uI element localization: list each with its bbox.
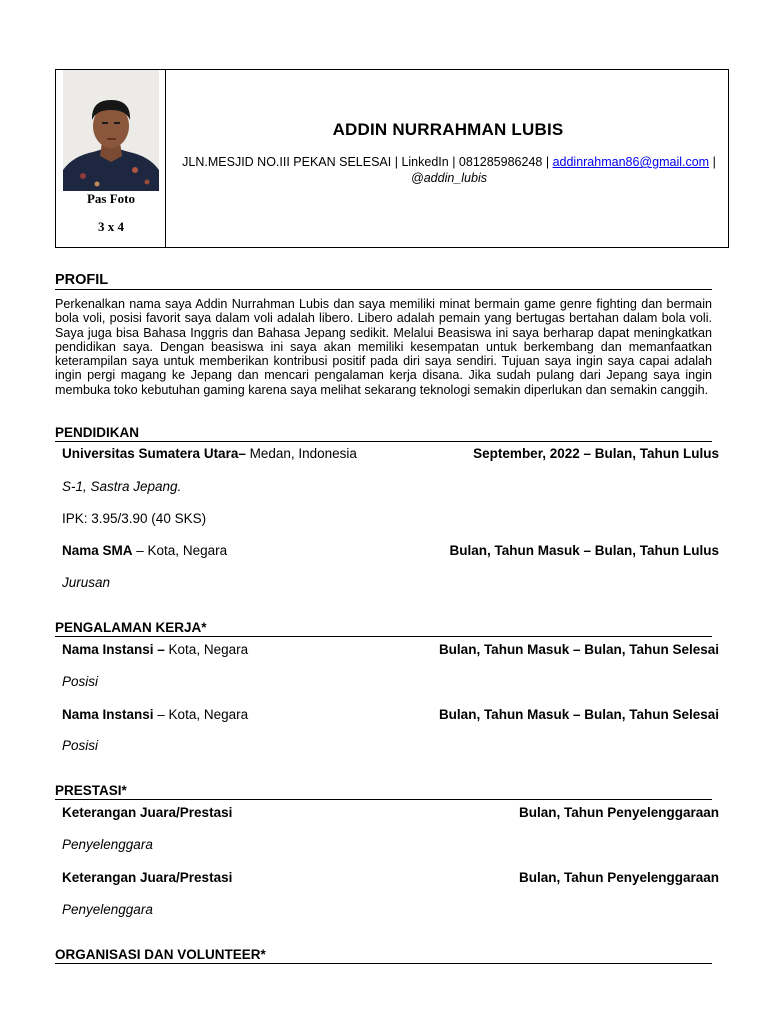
- linkedin-link[interactable]: LinkedIn: [401, 155, 449, 169]
- university-ipk: IPK: 3.95/3.90 (40 SKS): [62, 511, 207, 526]
- university-degree: S-1, Sastra Jepang.: [62, 479, 182, 494]
- achievement-date: Bulan, Tahun Penyelenggaraan: [518, 805, 719, 820]
- achievement-organizer: Penyelenggara: [62, 902, 153, 917]
- experience-location: Kota, Negara: [164, 642, 249, 657]
- address: JLN.MESJID NO.III PEKAN SELESAI: [182, 155, 392, 169]
- social-handle: @addin_lubis: [411, 171, 487, 185]
- sma-date: Bulan, Tahun Masuk – Bulan, Tahun Lulus: [449, 543, 719, 558]
- email-link[interactable]: addinrahman86@gmail.com: [552, 155, 710, 169]
- experience-position: Posisi: [62, 738, 99, 753]
- sma-name: Nama SMA: [62, 543, 133, 558]
- contact-info: [170, 154, 728, 186]
- experience-date: Bulan, Tahun Masuk – Bulan, Tahun Selesai: [438, 707, 719, 722]
- experience-name: Nama Instansi: [62, 707, 154, 722]
- separator: |: [542, 155, 553, 169]
- separator: |: [448, 155, 459, 169]
- university-date: September, 2022 – Bulan, Tahun Lulus: [473, 446, 719, 461]
- achievement-organizer: Penyelenggara: [62, 837, 153, 852]
- achievement-date: Bulan, Tahun Penyelenggaraan: [518, 870, 719, 885]
- experience-name: Nama Instansi –: [62, 642, 165, 657]
- photo-caption-label: Pas Foto: [86, 191, 136, 206]
- separator: |: [391, 155, 402, 169]
- section-title-profil: PROFIL: [55, 272, 712, 290]
- photo-column: [56, 70, 166, 247]
- university-location: Medan, Indonesia: [245, 446, 357, 461]
- profile-paragraph: Perkenalkan nama saya Addin Nurrahman Lubis dan saya memiliki minat bermain game genre fighting dan bermain bola voli, posisi favorit saya dalam voli adalah libero. Libero adalah pemain yang bertugas bertahan dalam bola voli. Saya juga bisa Bahasa Inggris dan Bahasa Jepang sedikit. Melalui Beasiswa ini saya berharap dapat meningkatkan pendidikan saya. Dengan beasiswa ini saya akan memiliki kesempatan untuk berkembang dan memanfaatkan keterampilan saya untuk memberikan kontribusi positif pada diri saya sendiri. Tujuan saya ingin saya capai adalah ingin pergi magang ke Jepang dan mencari pengalaman kerja disana. Jika sudah pulang dari Jepang saya ingin membuka toko kebutuhan gaming karena saya melihat sekarang teknologi semakin diperlukan dan semakin canggih.: [55, 297, 712, 397]
- photo-size-label: 3 x 4: [98, 219, 124, 234]
- section-title-pendidikan: PENDIDIKAN: [55, 425, 712, 442]
- sma-major: Jurusan: [62, 575, 111, 590]
- phone-number: 081285986248: [458, 155, 543, 169]
- profile-photo: [63, 70, 159, 191]
- sma-location: – Kota, Negara: [132, 543, 228, 558]
- section-title-organisasi: ORGANISASI DAN VOLUNTEER*: [55, 947, 712, 964]
- achievement-name: Keterangan Juara/Prestasi: [62, 870, 233, 885]
- section-title-prestasi: PRESTASI*: [55, 783, 712, 800]
- experience-location: – Kota, Negara: [153, 707, 249, 722]
- experience-date: Bulan, Tahun Masuk – Bulan, Tahun Selesai: [438, 642, 719, 657]
- experience-position: Posisi: [62, 674, 99, 689]
- header-box: [55, 69, 729, 248]
- university-name: Universitas Sumatera Utara–: [62, 446, 246, 461]
- portrait-icon: [63, 70, 159, 191]
- candidate-name: ADDIN NURRAHMAN LUBIS: [332, 120, 564, 139]
- separator: |: [709, 155, 716, 169]
- section-title-pengalaman: PENGALAMAN KERJA*: [55, 620, 712, 637]
- achievement-name: Keterangan Juara/Prestasi: [62, 805, 233, 820]
